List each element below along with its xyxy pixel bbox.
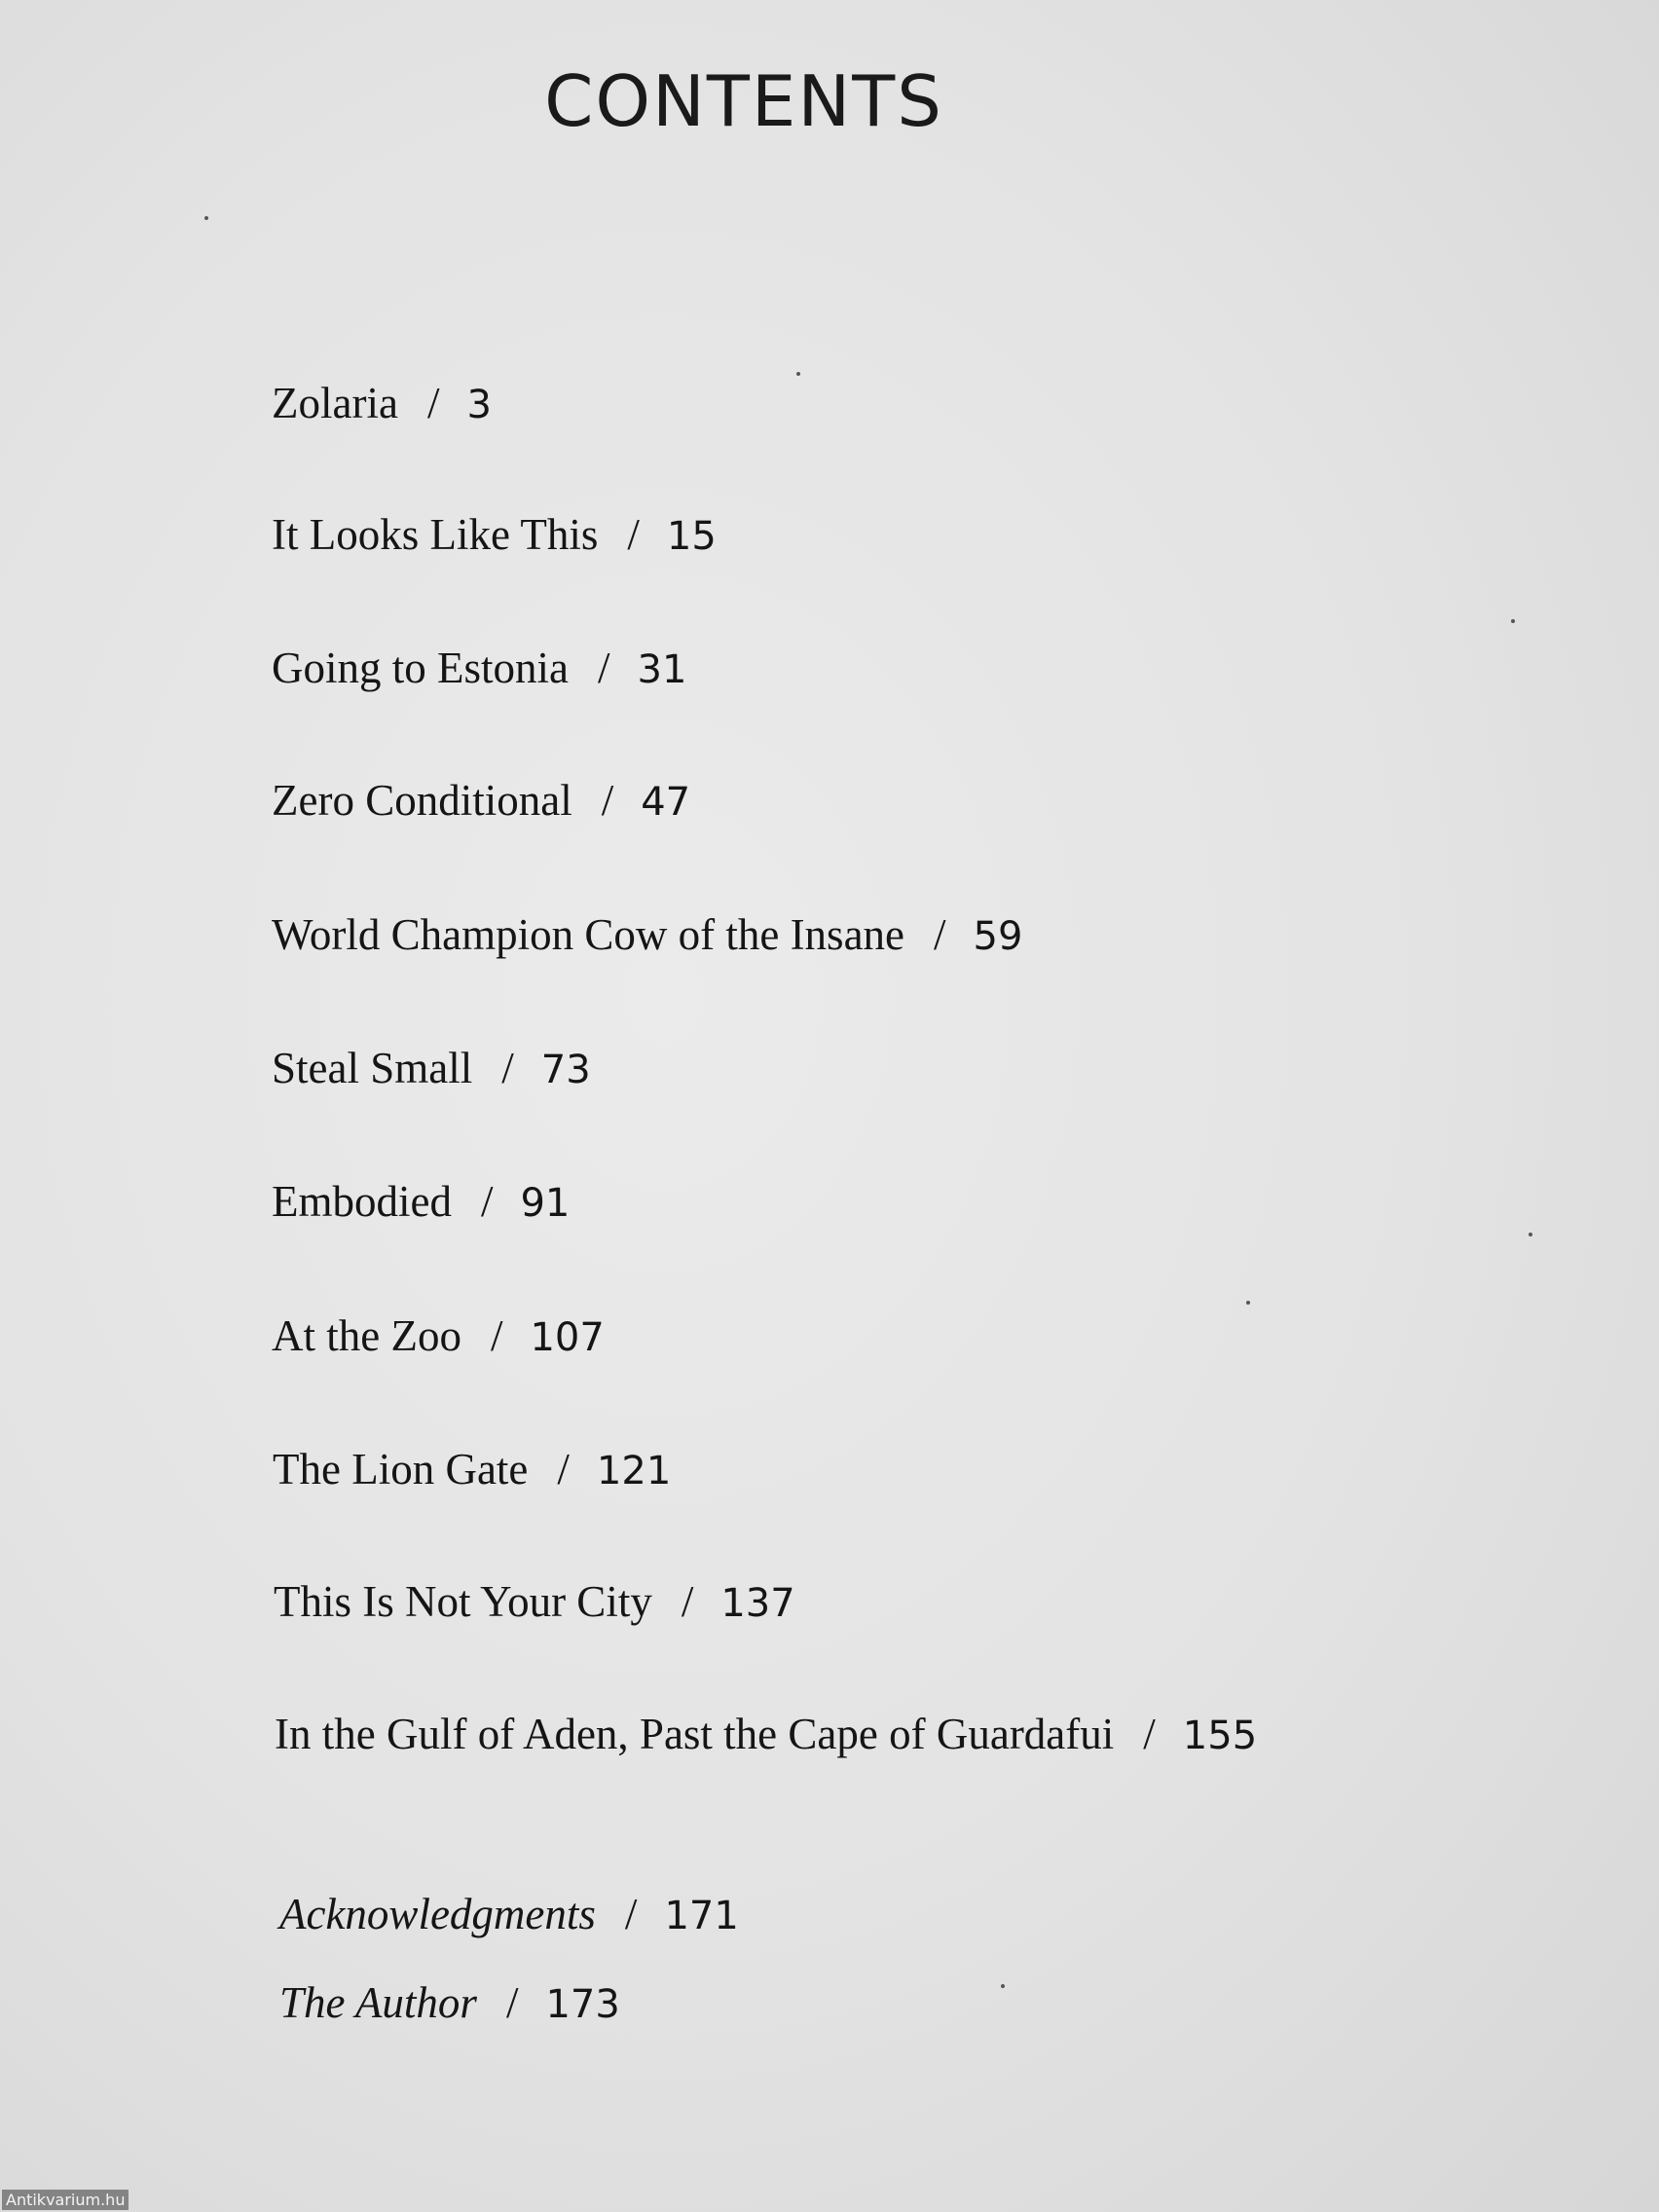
paper-speck xyxy=(1001,1984,1005,1988)
toc-page-number: 47 xyxy=(641,780,691,825)
toc-page-number: 155 xyxy=(1182,1714,1258,1758)
toc-separator: / xyxy=(1143,1710,1156,1758)
toc-entry xyxy=(272,1309,605,1365)
toc-page-number: 137 xyxy=(720,1581,795,1626)
toc-entry xyxy=(272,641,686,697)
toc-entry xyxy=(275,1707,1257,1763)
toc-page-number: 73 xyxy=(540,1048,591,1092)
toc-entry-title: Embodied xyxy=(272,1177,452,1226)
toc-separator: / xyxy=(601,776,614,825)
paper-speck xyxy=(1529,1233,1532,1236)
toc-separator: / xyxy=(934,910,946,959)
paper-speck xyxy=(1511,619,1515,623)
toc-entry xyxy=(272,907,1022,964)
toc-separator: / xyxy=(480,1177,494,1226)
toc-page-number: 59 xyxy=(973,914,1023,959)
toc-entry-title: It Looks Like This xyxy=(272,510,599,559)
toc-entry-title: Zolaria xyxy=(272,379,398,427)
toc-entry-title: This Is Not Your City xyxy=(274,1577,652,1626)
paper-speck xyxy=(204,216,208,220)
toc-entry-title: The Author xyxy=(279,1978,477,2027)
toc-back-matter-entry xyxy=(279,1975,620,2032)
toc-page-number: 171 xyxy=(664,1894,739,1938)
toc-entry xyxy=(272,773,690,830)
paper-speck xyxy=(1246,1301,1250,1305)
toc-page-number: 173 xyxy=(545,1982,620,2027)
toc-back-matter-entry xyxy=(279,1887,739,1943)
toc-entry-title: Going to Estonia xyxy=(272,644,569,692)
toc-separator: / xyxy=(501,1044,514,1092)
toc-separator: / xyxy=(505,1978,519,2027)
toc-page-number: 31 xyxy=(637,647,687,692)
contents-heading: CONTENTS xyxy=(544,60,943,142)
toc-separator: / xyxy=(426,379,440,427)
toc-separator: / xyxy=(627,510,640,559)
toc-entry xyxy=(272,507,717,564)
watermark: Antikvarium.hu xyxy=(2,2190,129,2210)
toc-entry-title: Acknowledgments xyxy=(279,1890,596,1938)
toc-page-number: 107 xyxy=(530,1315,605,1360)
toc-entry-title: World Champion Cow of the Insane xyxy=(272,910,905,959)
toc-entry-title: Steal Small xyxy=(272,1044,473,1092)
paper-speck xyxy=(796,372,800,376)
toc-separator: / xyxy=(557,1445,570,1493)
toc-entry xyxy=(272,1041,591,1097)
toc-entry-title: Zero Conditional xyxy=(272,776,572,825)
toc-page-number: 3 xyxy=(466,383,492,427)
toc-page-number: 15 xyxy=(666,514,717,559)
toc-entry xyxy=(274,1574,795,1631)
toc-separator: / xyxy=(624,1890,638,1938)
toc-separator: / xyxy=(681,1577,694,1626)
toc-entry-title: In the Gulf of Aden, Past the Cape of Guardafui xyxy=(275,1710,1115,1758)
toc-separator: / xyxy=(597,644,610,692)
toc-entry xyxy=(272,376,492,432)
toc-entry-title: At the Zoo xyxy=(272,1311,461,1360)
toc-entry-title: The Lion Gate xyxy=(273,1445,529,1493)
toc-page-number: 91 xyxy=(520,1181,571,1226)
toc-separator: / xyxy=(490,1311,503,1360)
toc-entry xyxy=(273,1442,671,1498)
toc-page-number: 121 xyxy=(596,1449,672,1493)
toc-entry xyxy=(272,1174,570,1231)
